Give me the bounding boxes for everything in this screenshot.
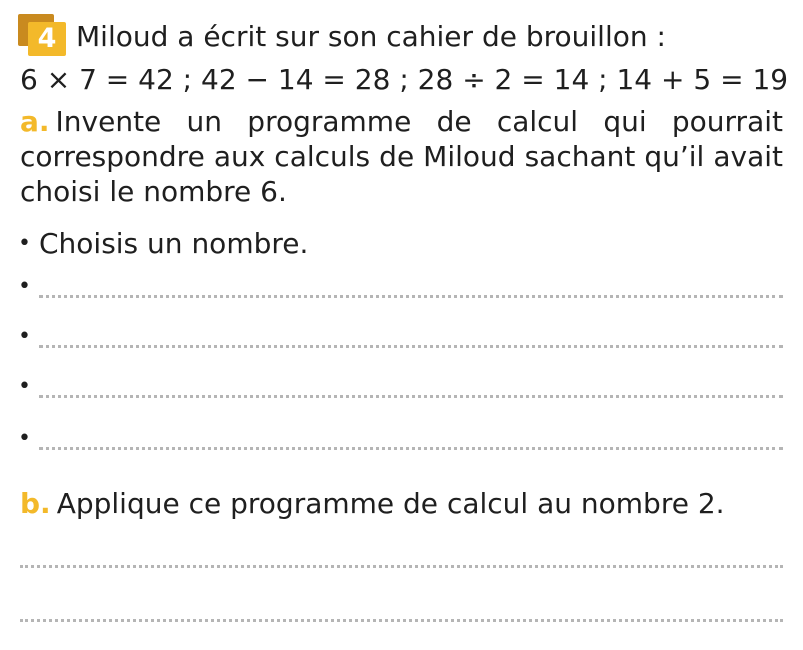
part-a-marker: a. (20, 105, 50, 138)
exercise-number: 4 (28, 22, 66, 56)
answer-dotted-line[interactable] (39, 295, 783, 298)
step-5-blank[interactable] (18, 420, 783, 456)
part-b-marker: b. (20, 487, 51, 520)
bullet-icon: • (18, 274, 31, 299)
step-1 (18, 226, 308, 262)
answer-dotted-line[interactable] (39, 447, 783, 450)
step-2-blank[interactable] (18, 268, 783, 304)
bullet-icon: • (18, 324, 31, 349)
part-b-answer-line-2[interactable] (20, 619, 783, 622)
step-1-text: Choisis un nombre. (38, 227, 309, 260)
bullet-icon: • (18, 231, 31, 256)
part-b-text: Applique ce programme de calcul au nombre 2. (56, 487, 725, 520)
exercise-header (18, 14, 666, 56)
exercise-title: Miloud a écrit sur son cahier de brouillon : (76, 20, 666, 53)
answer-dotted-line[interactable] (39, 395, 783, 398)
answer-dotted-line[interactable] (39, 345, 783, 348)
part-b-answer-line-1[interactable] (20, 565, 783, 568)
part-b-instruction (20, 486, 725, 522)
bullet-icon: • (18, 374, 31, 399)
exercise-number-badge (18, 14, 66, 56)
part-a-text: Invente un programme de calcul qui pourrait correspondre aux calculs de Miloud sachant qu’il avait choisi le nombre 6. (20, 105, 783, 208)
calculation-line: 6 × 7 = 42 ; 42 − 14 = 28 ; 28 ÷ 2 = 14 ; 14 + 5 = 19 (20, 63, 789, 96)
bullet-icon: • (18, 426, 31, 451)
step-4-blank[interactable] (18, 368, 783, 404)
step-3-blank[interactable] (18, 318, 783, 354)
part-a-instruction (20, 104, 783, 209)
